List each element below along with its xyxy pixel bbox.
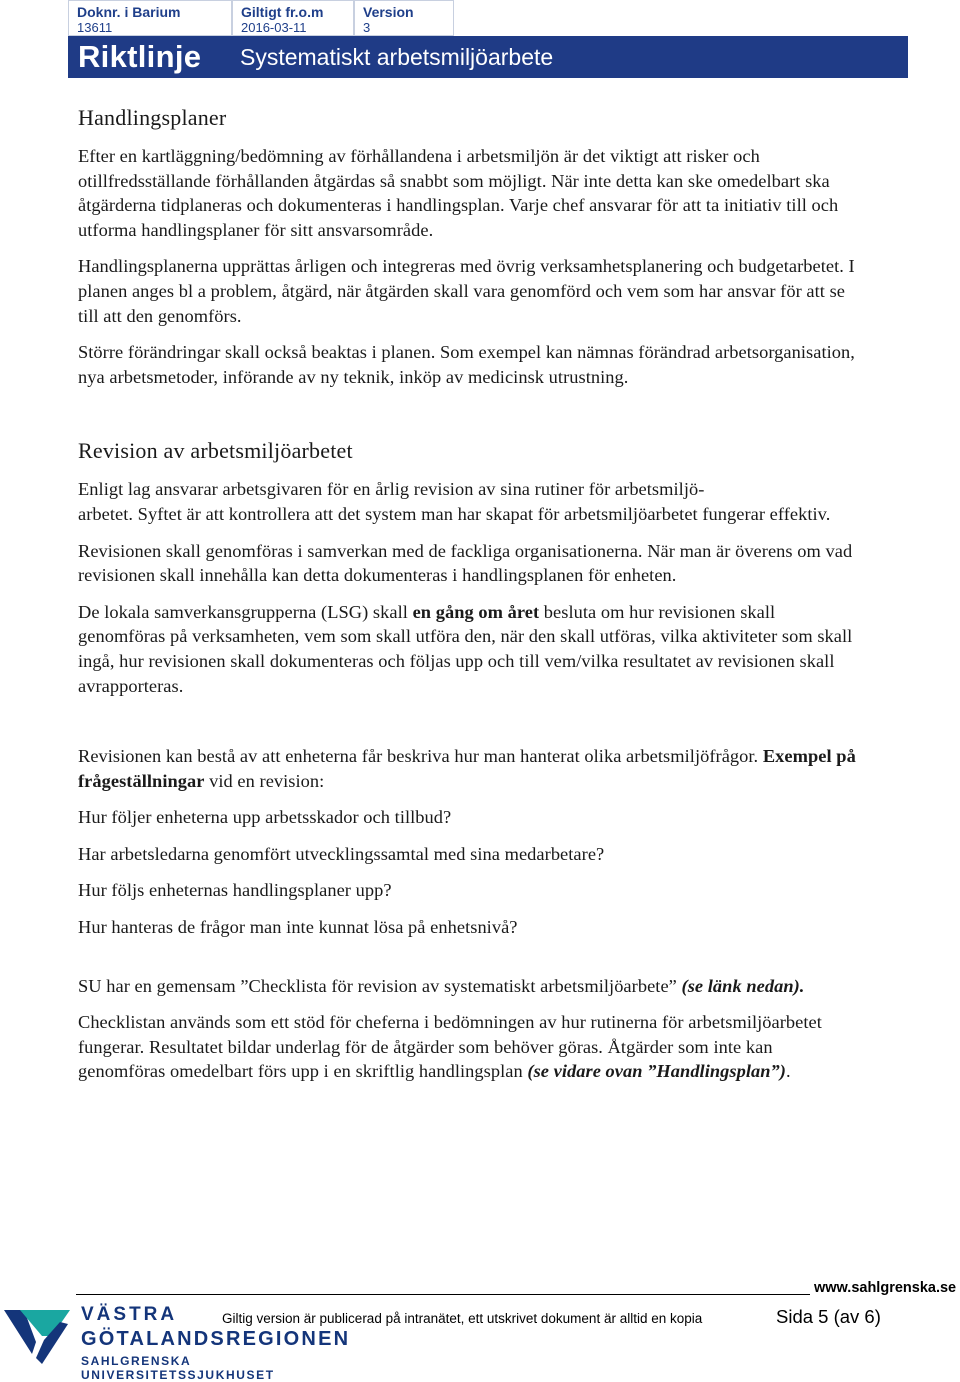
paragraph [78,1010,858,1084]
question-item: Har arbetsledarna genomfört utvecklingssamtal med sina medarbetare? [78,843,605,864]
paragraph: Efter en kartläggning/bedömning av förhållandena i arbetsmiljön är det viktigt att risker och otillfredsställande förhållanden åtgärdas så snabbt som möjligt. När inte detta kan ske omedelbart ska åtgärderna tidplaneras och dokumenteras i handlingsplan. Varje chef ansvarar för att ta initiativ till och utforma handlingsplaner för sitt ansvarsområde. [78,146,839,240]
logo-text-line2: GÖTALANDSREGIONEN [81,1328,351,1350]
text-run: . [785,1061,791,1082]
version-value: 3 [363,20,371,35]
vgr-logo [2,1298,362,1382]
text-run: De lokala samverkansgrupperna (LSG) skall [78,601,413,622]
emphasis-text: en gång om året [412,601,540,622]
text-line: arbetet. Syftet är att kontrollera att det system man har skapat för arbetsmiljöarbetet fungerar effektiv. [78,503,831,524]
logo-text-line1: VÄSTRA [81,1304,178,1325]
footer-website-link[interactable]: www.sahlgrenska.se [814,1280,957,1296]
paragraph: Revisionen skall genomföras i samverkan med de fackliga organisationerna. När man är överens om vad revisionen skall innehålla kan detta dokumenteras i handlingsplanen för enheten. [78,540,853,586]
paragraph [78,600,858,698]
text-line: Enligt lag ansvarar arbetsgivaren för en årlig revision av sina rutiner för arbetsmiljö- [78,479,705,500]
version-label: Version [363,4,414,20]
text-run: Revisionen kan bestå av att enheterna får beskriva hur man hanterat olika arbetsmiljöfrågor. [78,746,763,767]
logo-text-line3: SAHLGRENSKA UNIVERSITETSSJUKHUSET [81,1354,275,1382]
link-reference-text: (se länk nedan). [681,975,805,996]
page-number: Sida 5 (av 6) [776,1306,881,1327]
paragraph [78,477,858,526]
vgr-logo-mark-icon [2,1302,72,1368]
title-bar [68,36,908,78]
document-header [68,0,908,78]
doknr-cell [68,0,232,36]
paragraph: Handlingsplanerna upprättas årligen och integreras med övrig verksamhetsplanering och budgetarbetet. I planen anges bl a problem, åtgärd, när åtgärden skall vara genomförd och vem som har ansvar för att se till att den genomförs. [78,256,855,326]
paragraph [78,974,858,999]
emphasis-text: Exempel på frågeställningar [78,746,856,791]
cross-reference-text: (se vidare ovan ”Handlingsplan”) [527,1061,786,1082]
question-item: Hur hanteras de frågor man inte kunnat lösa på enhetsnivå? [78,917,518,938]
question-item: Hur följs enheternas handlingsplaner upp? [78,880,392,901]
section-heading-handlingsplaner: Handlingsplaner [78,105,227,130]
document-type-title: Riktlinje [78,39,202,74]
doknr-value: 13611 [77,20,113,35]
version-cell [354,0,454,36]
text-run: Checklistan används som ett stöd för cheferna i bedömningen av hur rutinerna för arbetsmiljöarbetet fungerar. Resultatet bildar underlag för de åtgärder som behöver göras. Åtgärder som inte kan genomföras omedelbart förs upp i en skriftlig handlingsplan [78,1012,822,1082]
doknr-label: Doknr. i Barium [77,4,181,20]
document-subject-title: Systematiskt arbetsmiljöarbete [240,44,554,70]
footer-divider [76,1294,810,1295]
paragraph: Större förändringar skall också beaktas i planen. Som exempel kan nämnas förändrad arbetsorganisation, nya arbetsmetoder, införande av ny teknik, inköp av medicinsk utrustning. [78,342,855,387]
question-item: Hur följer enheterna upp arbetsskador och tillbud? [78,807,452,828]
giltigt-value: 2016-03-11 [241,20,307,35]
text-run: SU har en gemensam ”Checklista för revision av systematiskt arbetsmiljöarbete” [78,975,682,996]
text-run: vid en revision: [204,770,325,791]
giltigt-label: Giltigt fr.o.m [241,4,324,20]
document-meta-row [68,0,454,36]
text-run: besluta om hur revisionen skall genomföras på verksamheten, vem som skall utföra den, när den skall utföras, vilka aktiviteter som skall ingå, hur revisionen skall dokumenteras och följas upp och till vem/vilka resultatet av revisionen skall avrapporteras. [78,601,853,696]
document-body [78,104,858,1084]
paragraph [78,744,858,793]
giltigt-cell [232,0,354,36]
section-heading-revision: Revision av arbetsmiljöarbetet [78,438,353,464]
footer-validity-note: Giltig version är publicerad på intranätet, ett utskrivet dokument är alltid en kopia [222,1311,703,1326]
